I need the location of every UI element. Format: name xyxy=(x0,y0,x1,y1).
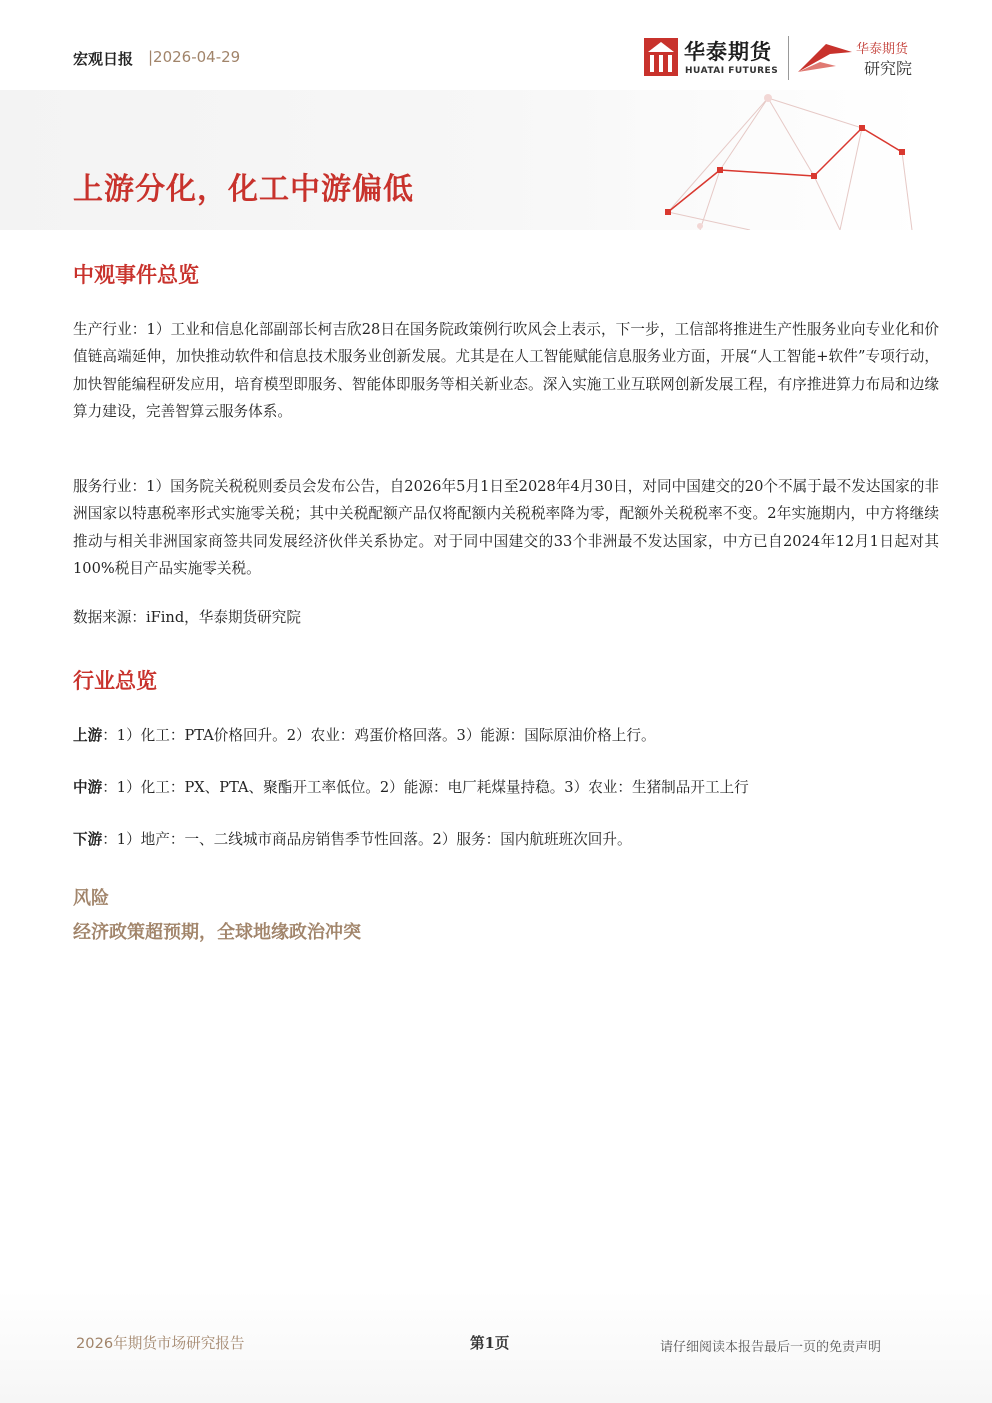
institute-name-bottom: 研究院 xyxy=(864,59,913,78)
midstream-row xyxy=(73,776,749,797)
downstream-label: 下游 xyxy=(73,831,103,848)
midstream-text: ：1）化工：PX、PTA、聚酯开工率低位。2）能源：电厂耗煤量持稳。3）农业：生猪制品开工上行 xyxy=(102,779,749,796)
upstream-text: ：1）化工：PTA价格回升。2）农业：鸡蛋价格回落。3）能源：国际原油价格上行。 xyxy=(102,727,656,744)
doc-date: |2026-04-29 xyxy=(148,48,241,66)
footer-page-number: 第1页 xyxy=(470,1335,510,1352)
brand-logo xyxy=(644,36,934,82)
brand-name-en: HUATAI FUTURES xyxy=(685,66,779,76)
page-title: 上游分化，化工中游偏低 xyxy=(73,172,414,207)
network-decoration-icon xyxy=(640,90,930,230)
footer-report-name: 2026年期货市场研究报告 xyxy=(76,1335,245,1352)
section-heading-industry: 行业总览 xyxy=(73,669,157,693)
logo-divider xyxy=(788,36,789,80)
brand-name-cn: 华泰期货 xyxy=(684,40,772,64)
paragraph-services: 服务行业：1）国务院关税税则委员会发布公告，自2026年5月1日至2028年4月30日，对同中国建交的20个不属于最不发达国家的非洲国家以特惠税率形式实施零关税；其中关税配额产品仅将配额内关税税率降为零，配额外关税税率不变。2年实施期内，中方将继续推动与相关非洲国家商签共同发展经济伙伴关系协定。对于同中国建交的33个非洲最不发达国家，中方已自2024年12月1日起对其100%税目产品实施零关税。 xyxy=(73,478,939,577)
downstream-row xyxy=(73,828,632,849)
midstream-label: 中游 xyxy=(73,779,103,796)
paragraph-production: 生产行业：1）工业和信息化部副部长柯吉欣28日在国务院政策例行吹风会上表示，下一步，工信部将推进生产性服务业向专业化和价值链高端延伸，加快推动软件和信息技术服务业创新发展。尤其是在人工智能赋能信息服务业方面，开展“人工智能+软件”专项行动，加快智能编程研发应用，培育模型即服务、智能体即服务等相关新业态。深入实施工业互联网创新发展工程，有序推进算力布局和边缘算力建设，完善智算云服务体系。 xyxy=(73,321,939,420)
section-heading-events: 中观事件总览 xyxy=(73,263,199,287)
huatai-logo-icon xyxy=(644,38,678,76)
upstream-label: 上游 xyxy=(73,727,103,744)
risk-text: 经济政策超预期，全球地缘政治冲突 xyxy=(73,922,361,943)
footer-disclaimer-note: 请仔细阅读本报告最后一页的免责声明 xyxy=(660,1340,882,1355)
data-source: 数据来源：iFind，华泰期货研究院 xyxy=(73,609,301,626)
institute-swoosh-icon xyxy=(796,40,854,76)
doc-type: 宏观日报 xyxy=(73,50,134,68)
institute-name-top: 华泰期货 xyxy=(856,42,909,57)
downstream-text: ：1）地产：一、二线城市商品房销售季节性回落。2）服务：国内航班班次回升。 xyxy=(102,831,632,848)
risk-heading: 风险 xyxy=(73,888,109,909)
upstream-row xyxy=(73,724,656,745)
